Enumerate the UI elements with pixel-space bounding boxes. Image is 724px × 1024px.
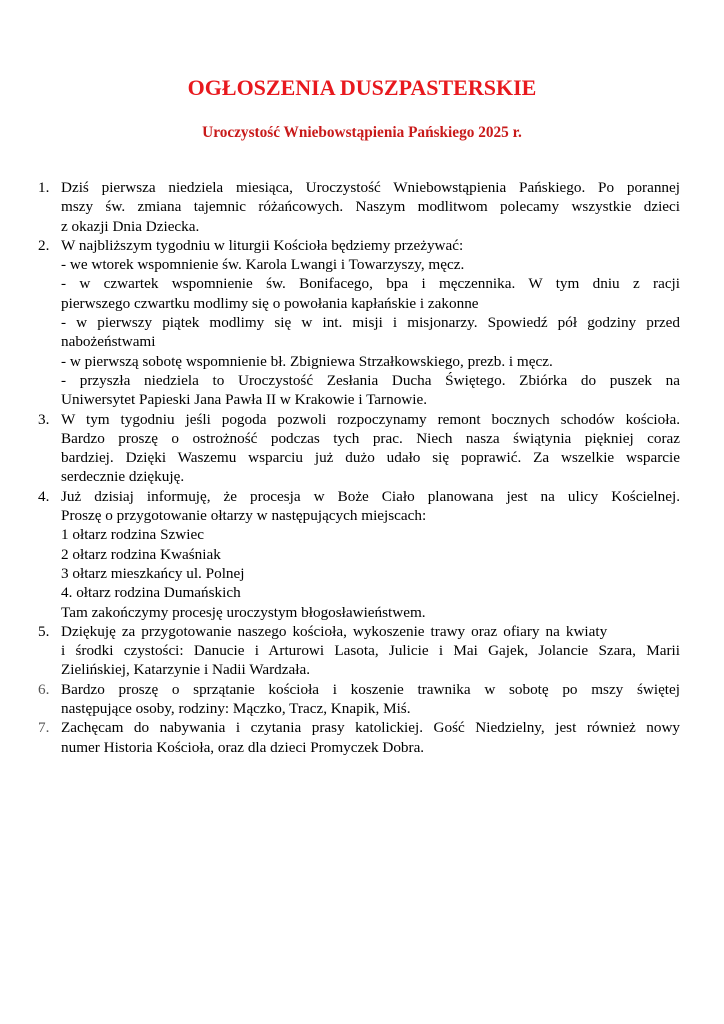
item-line: Tam zakończymy procesję uroczystym błogosławieństwem. (61, 603, 426, 621)
item-line: Uniwersytet Papieski Jana Pawła II w Krakowie i Tarnowie. (61, 391, 428, 409)
item-line: Zielińskiej, Katarzynie i Nadii Wardzała. (61, 661, 310, 679)
item-line: bardziej. Dzięki Waszemu wsparciu już dużo udało się poprawić. Za wszelkie wsparcie (61, 449, 680, 467)
announcement-item (38, 236, 680, 410)
item-line: W najbliższym tygodniu w liturgii Kościoła będziemy przeżywać: (61, 236, 464, 254)
announcement-item (38, 622, 680, 680)
announcement-item (38, 178, 680, 236)
item-number: 7. (38, 719, 50, 737)
item-line: 4. ołtarz rodzina Dumańskich (61, 584, 241, 602)
item-number: 6. (38, 680, 50, 698)
announcement-item (38, 680, 680, 719)
item-line: - w pierwszą sobotę wspomnienie bł. Zbigniewa Strzałkowskiego, prezb. i męcz. (61, 352, 553, 370)
item-line: 3 ołtarz mieszkańcy ul. Polnej (61, 564, 245, 582)
item-line: 2 ołtarz rodzina Kwaśniak (61, 545, 221, 563)
page-title: OGŁOSZENIA DUSZPASTERSKIE (187, 75, 537, 100)
item-line: Proszę o przygotowanie ołtarzy w następujących miejscach: (61, 507, 427, 525)
item-number: 1. (38, 179, 50, 196)
item-line: - w czwartek wspomnienie św. Bonifacego, bpa i męczennika. W tym dniu z racji (61, 275, 680, 293)
item-line: z okazji Dnia Dziecka. (61, 217, 200, 235)
announcement-item (38, 410, 680, 487)
item-line: Bardzo proszę o sprzątanie kościoła i koszenie trawnika w sobotę po mszy świętej (61, 680, 680, 698)
item-line: - w pierwszy piątek modlimy się w int. misji i misjonarzy. Spowiedź pół godziny przed (61, 314, 680, 332)
item-line: nabożeństwami (61, 333, 156, 351)
announcement-item (38, 487, 680, 622)
announcements-list (38, 178, 680, 757)
item-line: numer Historia Kościoła, oraz dla dzieci Promyczek Dobra. (61, 738, 425, 756)
item-line: Bardzo proszę o ostrożność podczas tych prac. Niech nasza świątynia piękniej coraz (61, 429, 680, 447)
item-line: 1 ołtarz rodzina Szwiec (61, 526, 204, 544)
item-line: W tym tygodniu jeśli pogoda pozwoli rozpoczynamy remont bocznych schodów kościoła. (61, 410, 680, 428)
item-number: 5. (38, 622, 50, 640)
item-line: Dziś pierwsza niedziela miesiąca, Uroczystość Wniebowstąpienia Pańskiego. Po porannej (61, 179, 680, 196)
item-line: - przyszła niedziela to Uroczystość Zesłania Ducha Świętego. Zbiórka do puszek na (61, 371, 680, 389)
announcement-item (38, 718, 680, 757)
item-line: Dziękuję za przygotowanie naszego kościoła, wykoszenie trawy oraz ofiary na kwiaty (61, 622, 608, 640)
item-line: - we wtorek wspomnienie św. Karola Lwangi i Towarzyszy, męcz. (61, 256, 465, 274)
item-line: serdecznie dziękuję. (61, 468, 185, 486)
item-line: pierwszego czwartku modlimy się o powołania kapłańskie i zakonne (61, 294, 479, 312)
item-line: i środki czystości: Danucie i Arturowi Lasota, Julicie i Mai Gajek, Jolancie Szara, Marii (61, 642, 680, 660)
page-subtitle: Uroczystość Wniebowstąpienia Pańskiego 2025 r. (202, 124, 522, 141)
item-line: Już dzisiaj informuję, że procesja w Boże Ciało planowana jest na ulicy Kościelnej. (61, 487, 680, 505)
item-line: mszy św. zmiana tajemnic różańcowych. Naszym modlitwom polecamy wszystkie dzieci (61, 198, 680, 216)
item-number: 3. (38, 410, 50, 428)
item-line: następujące osoby, rodziny: Mączko, Tracz, Knapik, Miś. (61, 700, 411, 718)
item-line: Zachęcam do nabywania i czytania prasy katolickiej. Gość Niedzielny, jest również nowy (61, 719, 680, 737)
item-number: 2. (38, 236, 50, 254)
item-number: 4. (38, 487, 50, 505)
